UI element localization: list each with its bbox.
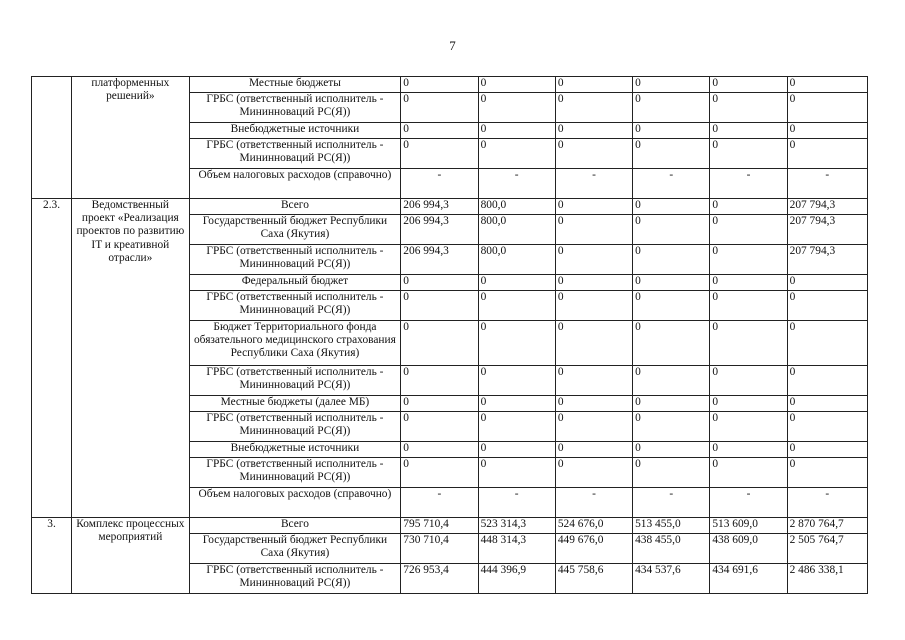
total-cell: 0 — [787, 291, 867, 321]
value-cell: 0 — [401, 275, 478, 291]
value-cell: 0 — [555, 93, 632, 123]
value-cell: 0 — [555, 275, 632, 291]
value-cell: 0 — [555, 366, 632, 396]
total-cell: 0 — [787, 93, 867, 123]
value-cell: 0 — [555, 139, 632, 169]
value-cell: 0 — [478, 77, 555, 93]
value-cell: 0 — [555, 123, 632, 139]
value-cell: 0 — [710, 93, 787, 123]
funding-source: Бюджет Территориального фонда обязательного медицинского страхования Республики Саха (Якутия) — [189, 321, 401, 366]
value-cell: - — [555, 488, 632, 518]
row-number: 2.3. — [32, 199, 72, 518]
value-cell: 206 994,3 — [401, 199, 478, 215]
value-cell: 0 — [633, 245, 710, 275]
funding-source: Объем налоговых расходов (справочно) — [189, 169, 401, 199]
funding-source: Местные бюджеты — [189, 77, 401, 93]
value-cell: 795 710,4 — [401, 518, 478, 534]
budget-table — [31, 76, 868, 594]
value-cell: 0 — [633, 275, 710, 291]
value-cell: 0 — [710, 458, 787, 488]
value-cell: 0 — [633, 123, 710, 139]
value-cell: 206 994,3 — [401, 215, 478, 245]
value-cell: 0 — [401, 139, 478, 169]
funding-source: ГРБС (ответственный исполнитель - Мининноваций РС(Я)) — [189, 245, 401, 275]
total-cell: 0 — [787, 275, 867, 291]
page-number: 7 — [449, 38, 456, 53]
value-cell: 0 — [555, 215, 632, 245]
value-cell: 0 — [478, 442, 555, 458]
table-row — [32, 199, 868, 215]
value-cell: 0 — [478, 366, 555, 396]
total-cell: 0 — [787, 412, 867, 442]
funding-source: Внебюджетные источники — [189, 442, 401, 458]
value-cell: - — [710, 488, 787, 518]
value-cell: - — [555, 169, 632, 199]
value-cell: - — [401, 169, 478, 199]
total-cell: 207 794,3 — [787, 215, 867, 245]
total-cell: 0 — [787, 123, 867, 139]
value-cell: 0 — [555, 412, 632, 442]
value-cell: 0 — [401, 321, 478, 366]
value-cell: 0 — [401, 93, 478, 123]
value-cell: 0 — [710, 139, 787, 169]
value-cell: 0 — [401, 77, 478, 93]
value-cell: 434 537,6 — [633, 564, 710, 594]
value-cell: 0 — [555, 291, 632, 321]
value-cell: 0 — [555, 199, 632, 215]
value-cell: 0 — [555, 321, 632, 366]
value-cell: - — [478, 169, 555, 199]
value-cell: 0 — [710, 321, 787, 366]
value-cell: 0 — [633, 291, 710, 321]
item-name: платформенных решений» — [72, 77, 189, 199]
value-cell: 0 — [401, 412, 478, 442]
value-cell: 0 — [710, 199, 787, 215]
value-cell: 513 609,0 — [710, 518, 787, 534]
value-cell: 800,0 — [478, 199, 555, 215]
total-cell: 0 — [787, 396, 867, 412]
total-cell: 0 — [787, 458, 867, 488]
value-cell: 0 — [710, 275, 787, 291]
funding-source: Всего — [189, 199, 401, 215]
value-cell: 800,0 — [478, 215, 555, 245]
funding-source: Всего — [189, 518, 401, 534]
value-cell: 0 — [478, 291, 555, 321]
value-cell: 0 — [401, 458, 478, 488]
funding-source: Государственный бюджет Республики Саха (Якутия) — [189, 215, 401, 245]
total-cell: - — [787, 169, 867, 199]
total-cell: 2 870 764,7 — [787, 518, 867, 534]
value-cell: 800,0 — [478, 245, 555, 275]
value-cell: 434 691,6 — [710, 564, 787, 594]
value-cell: 0 — [401, 442, 478, 458]
funding-source: Федеральный бюджет — [189, 275, 401, 291]
value-cell: - — [633, 169, 710, 199]
value-cell: 0 — [710, 123, 787, 139]
value-cell: 0 — [633, 93, 710, 123]
value-cell: 0 — [633, 139, 710, 169]
value-cell: 0 — [633, 366, 710, 396]
value-cell: 438 455,0 — [633, 534, 710, 564]
item-name: Ведомственный проект «Реализация проектов по развитию IT и креативной отрасли» — [72, 199, 189, 518]
value-cell: 0 — [710, 396, 787, 412]
funding-source: Внебюджетные источники — [189, 123, 401, 139]
row-number: 3. — [32, 518, 72, 594]
value-cell: 0 — [710, 442, 787, 458]
funding-source: Объем налоговых расходов (справочно) — [189, 488, 401, 518]
value-cell: 0 — [710, 412, 787, 442]
table-row — [32, 77, 868, 93]
value-cell: 445 758,6 — [555, 564, 632, 594]
value-cell: - — [478, 488, 555, 518]
table-row — [32, 518, 868, 534]
value-cell: 0 — [555, 442, 632, 458]
value-cell: 0 — [401, 366, 478, 396]
funding-source: ГРБС (ответственный исполнитель - Мининноваций РС(Я)) — [189, 291, 401, 321]
value-cell: 0 — [633, 77, 710, 93]
value-cell: 730 710,4 — [401, 534, 478, 564]
value-cell: - — [710, 169, 787, 199]
value-cell: 0 — [478, 139, 555, 169]
funding-source: ГРБС (ответственный исполнитель - Мининноваций РС(Я)) — [189, 458, 401, 488]
total-cell: 2 505 764,7 — [787, 534, 867, 564]
row-number — [32, 77, 72, 199]
value-cell: 0 — [710, 245, 787, 275]
value-cell: 449 676,0 — [555, 534, 632, 564]
value-cell: - — [633, 488, 710, 518]
item-name: Комплекс процессных мероприятий — [72, 518, 189, 594]
value-cell: 0 — [401, 396, 478, 412]
total-cell: 0 — [787, 366, 867, 396]
value-cell: 438 609,0 — [710, 534, 787, 564]
value-cell: - — [401, 488, 478, 518]
value-cell: 0 — [633, 396, 710, 412]
value-cell: 523 314,3 — [478, 518, 555, 534]
value-cell: 0 — [633, 199, 710, 215]
value-cell: 0 — [555, 77, 632, 93]
value-cell: 0 — [478, 458, 555, 488]
value-cell: 726 953,4 — [401, 564, 478, 594]
value-cell: 0 — [555, 396, 632, 412]
value-cell: 0 — [478, 321, 555, 366]
funding-source: ГРБС (ответственный исполнитель - Мининноваций РС(Я)) — [189, 93, 401, 123]
total-cell: 207 794,3 — [787, 245, 867, 275]
total-cell: 2 486 338,1 — [787, 564, 867, 594]
total-cell: - — [787, 488, 867, 518]
total-cell: 0 — [787, 139, 867, 169]
funding-source: Государственный бюджет Республики Саха (Якутия) — [189, 534, 401, 564]
value-cell: 444 396,9 — [478, 564, 555, 594]
value-cell: 0 — [710, 77, 787, 93]
value-cell: 0 — [633, 215, 710, 245]
value-cell: 0 — [633, 412, 710, 442]
value-cell: 206 994,3 — [401, 245, 478, 275]
value-cell: 448 314,3 — [478, 534, 555, 564]
value-cell: 0 — [478, 123, 555, 139]
value-cell: 0 — [633, 458, 710, 488]
value-cell: 513 455,0 — [633, 518, 710, 534]
value-cell: 0 — [710, 366, 787, 396]
value-cell: 0 — [401, 291, 478, 321]
value-cell: 0 — [710, 215, 787, 245]
value-cell: 0 — [555, 458, 632, 488]
total-cell: 0 — [787, 442, 867, 458]
funding-source: ГРБС (ответственный исполнитель - Мининноваций РС(Я)) — [189, 412, 401, 442]
value-cell: 0 — [401, 123, 478, 139]
funding-source: ГРБС (ответственный исполнитель - Мининноваций РС(Я)) — [189, 366, 401, 396]
value-cell: 0 — [710, 291, 787, 321]
value-cell: 0 — [633, 442, 710, 458]
funding-source: ГРБС (ответственный исполнитель - Мининноваций РС(Я)) — [189, 139, 401, 169]
value-cell: 524 676,0 — [555, 518, 632, 534]
total-cell: 207 794,3 — [787, 199, 867, 215]
funding-source: Местные бюджеты (далее МБ) — [189, 396, 401, 412]
total-cell: 0 — [787, 77, 867, 93]
value-cell: 0 — [478, 396, 555, 412]
value-cell: 0 — [478, 93, 555, 123]
funding-source: ГРБС (ответственный исполнитель - Мининноваций РС(Я)) — [189, 564, 401, 594]
value-cell: 0 — [478, 275, 555, 291]
total-cell: 0 — [787, 321, 867, 366]
value-cell: 0 — [633, 321, 710, 366]
value-cell: 0 — [555, 245, 632, 275]
value-cell: 0 — [478, 412, 555, 442]
